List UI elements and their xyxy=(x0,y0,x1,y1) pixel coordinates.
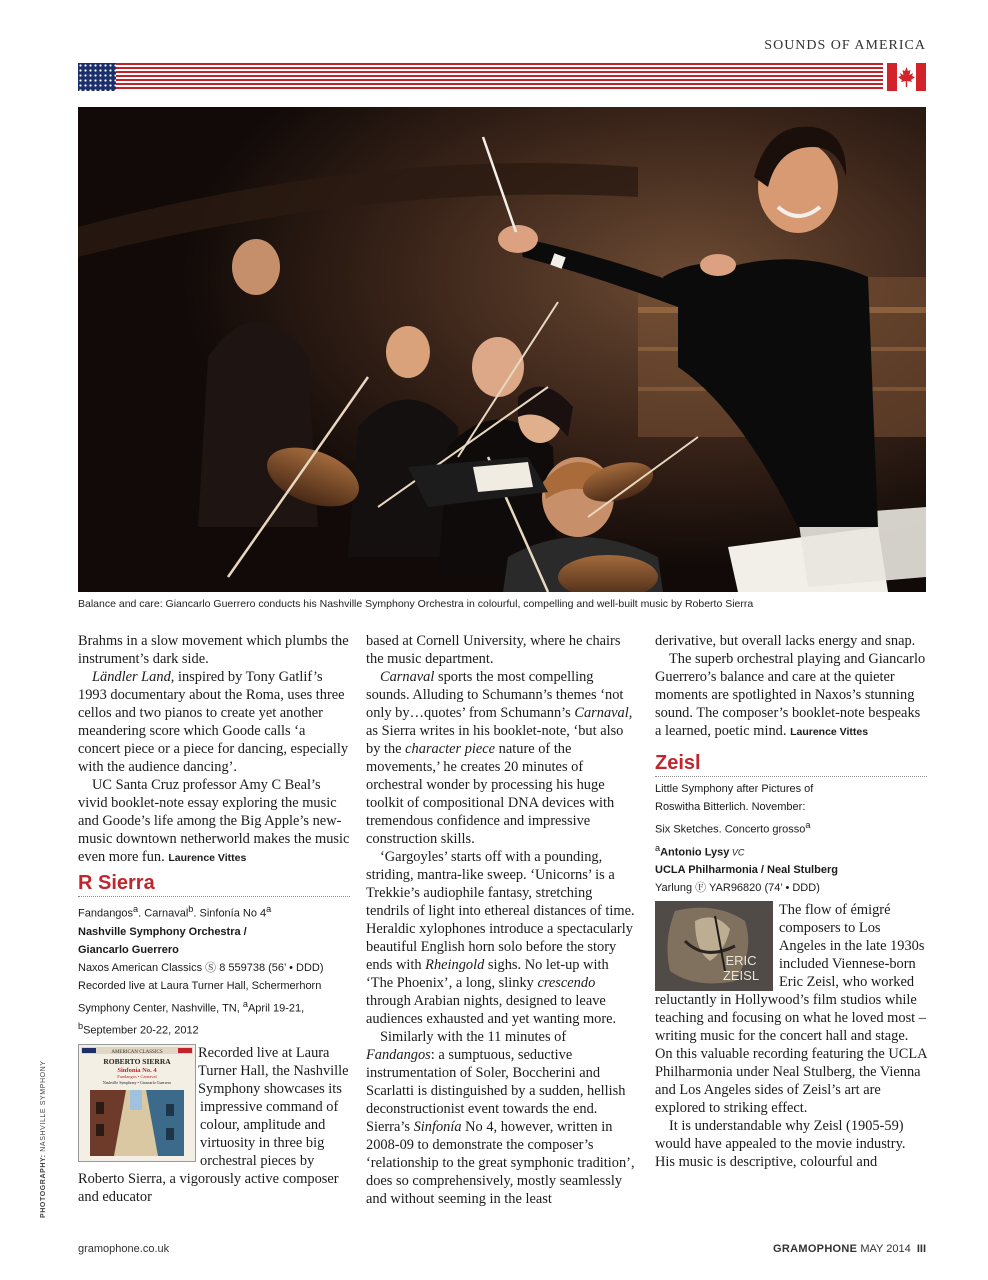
paragraph-text: , inspired by Tony Gatlif’s 1993 documentary about the Roma, uses three cellos and two pianos to create yet another meandering score which Goode calls ‘a concert piece or a piece for dancing, especially with the audience dancing’. xyxy=(78,669,349,775)
photo-caption: Balance and care: Giancarlo Guerrero conducts his Nashville Symphony Orchestra in colourful, compelling and well-built music by Roberto Sierra xyxy=(78,598,754,610)
review-details-zeisl xyxy=(655,780,927,897)
hero-photo xyxy=(78,107,926,592)
review-text-body: Recorded live at Laura Turner Hall, the Nashville Symphony showcases its impressive command of colour, amplitude and virtuosity in three big orchestral pieces by Roberto Sierra, a vigorously active composer and educator xyxy=(78,1044,349,1205)
album-cover-sierra xyxy=(78,1044,196,1162)
work-title: Carnaval xyxy=(380,669,435,685)
review-body-sierra xyxy=(78,1044,350,1206)
cover-title: Sinfonía No. 4 xyxy=(117,1066,157,1074)
performers-line: Giancarlo Guerrero xyxy=(78,943,179,956)
review-text-body: The flow of émigré composers to Los Angeles in the late 1930s included Viennese-born Eric Zeisl, who worked reluctantly in Hollywood’s film studios while teaching and focusing on what he loved most – writing music for the concert hall and stage. On this valuable recording featuring the UCLA Philharmonia under Neal Stulberg, the Vienna and Los Angeles sides of Zeisl’s art are explored to striking effect. xyxy=(655,902,927,1117)
paragraph: Carnaval sports the most compelling sounds. Alluding to Schumann’s themes ‘not only by…quotes’ from Schumann’s Carnaval, as Sierra writes in his booklet-note, ‘but also by the character piece nature of the movements,’ he creates 20 minutes of orchestral wonder by processing his huge toolkit of compositional DNA devices with tremendous confidence and impressive construction skills. xyxy=(366,669,633,847)
paragraph: based at Cornell University, where he chairs the music department. xyxy=(366,633,621,667)
works-line: Six Sketches. Concerto grosso$^a$ xyxy=(655,820,811,836)
paragraph: Similarly with the 11 minutes of Fandangos: a sumptuous, seductive instrumentation of Soler, Boccherini and Scarlatti is distinguished by a sudden, hellish deconstructionist event towards the end. Sierra’s Sinfonía No 4, however, written in 2008-09 to demonstrate the composer’s ‘relationship to the great symphonic tradition’, does so comprehensively, mostly seamlessly and without seeming in the least xyxy=(366,1029,635,1207)
work-title: Ländler Land xyxy=(92,669,171,685)
performers-line: UCLA Philharmonia / Neal Stulberg xyxy=(655,864,838,877)
paragraph: ‘Gargoyles’ starts off with a pounding, striding, mantra-like sweep. ‘Unicorns’ is a Trekkie’s audiophile fantasy, stretching tendrils of light into ethereal distances of time. Heraldic xylophones introduce a spectacularly beautiful English horn solo before the story ends with Rheingold sighs. No let-up with ‘The Phoenix’, a long, slinky crescendo through Arabian nights, designed to leave audiences exhausted and yet wanting more. xyxy=(366,849,635,1027)
reviewer-byline: Laurence Vittes xyxy=(168,852,247,864)
works-line: Fandangos$^a$. Carnaval$^b$. Sinfonía No 4$^a$ xyxy=(78,904,272,920)
reviewer-byline: Laurence Vittes xyxy=(790,726,869,738)
flag-banner xyxy=(78,63,926,91)
photo-credit-label: PHOTOGRAPHY: xyxy=(40,1154,47,1218)
soloist-line: $^a$Antonio Lysy VC xyxy=(655,842,745,859)
recording-line: Symphony Center, Nashville, TN, $^a$April 19-21, xyxy=(78,998,305,1015)
recording-line: Recorded live at Laura Turner Hall, Schermerhorn xyxy=(78,979,322,992)
cover-line-2: ZEISL xyxy=(722,968,760,984)
footer-date: MAY 2014 xyxy=(857,1243,911,1255)
column-3 xyxy=(655,632,927,1171)
performers-line: Nashville Symphony Orchestra / xyxy=(78,925,247,938)
review-text: It is understandable why Zeisl (1905-59) would have appealed to the movie industry. His music is descriptive, colourful and xyxy=(655,1118,906,1171)
catalogue-line: Naxos American Classics Ⓢ 8 559738 (56’ • DDD) xyxy=(78,961,324,974)
review-heading-sierra: R Sierra xyxy=(78,871,350,897)
cover-line-1: ERIC xyxy=(725,953,757,969)
review-details-sierra xyxy=(78,900,350,1040)
cover-composer: ROBERTO SIERRA xyxy=(103,1056,171,1066)
paragraph xyxy=(78,776,350,867)
cover-subtitle: Fandangos • Carnaval xyxy=(117,1073,157,1079)
work-title: Carnaval xyxy=(574,705,629,721)
works-line: Roswitha Bitterlich. November: xyxy=(655,801,806,813)
cover-series: AMERICAN CLASSICS xyxy=(111,1049,163,1055)
works-line: Little Symphony after Pictures of xyxy=(655,783,814,795)
format-symbol-icon: Ⓕ xyxy=(695,882,707,895)
paragraph: Brahms in a slow movement which plumbs the instrument’s dark side. xyxy=(78,633,349,667)
recording-line: $^b$September 20-22, 2012 xyxy=(78,1021,199,1037)
page-number: III xyxy=(916,1243,926,1255)
footer-url: gramophone.co.uk xyxy=(78,1243,170,1255)
maple-leaf-icon xyxy=(898,67,915,87)
review-heading-zeisl: Zeisl xyxy=(655,751,927,777)
paragraph-text: UC Santa Cruz professor Amy C Beal’s vivid booklet-note essay exploring the music and Goode’s life among the Big Apple’s new-music downtown netherworld makes the music even more fun. xyxy=(78,777,350,865)
review-body-zeisl xyxy=(655,901,927,1171)
format-symbol-icon: Ⓢ xyxy=(205,961,217,974)
us-flag-stripes xyxy=(116,63,883,91)
cover-performers: Nashville Symphony • Giancarlo Guerrero xyxy=(102,1079,172,1085)
column-2 xyxy=(366,632,638,1208)
photo-credit-value: NASHVILLE SYMPHONY xyxy=(40,1060,47,1155)
paragraph: The superb orchestral playing and Giancarlo Guerrero’s balance and care at the quieter moments are spotlighted in Naxos’s stunning sound. The composer’s booklet-note bespeaks a learned, poetic mind. Laurence Vittes xyxy=(655,651,926,739)
column-1 xyxy=(78,632,350,1206)
album-cover-zeisl xyxy=(655,901,773,991)
section-label: SOUNDS OF AMERICA xyxy=(764,38,926,53)
conductor-orchestra-illustration xyxy=(78,107,926,592)
paragraph: derivative, but overall lacks energy and snap. xyxy=(655,633,916,649)
catalogue-line: Yarlung Ⓕ YAR96820 (74’ • DDD) xyxy=(655,882,820,895)
us-flag-stars-icon xyxy=(78,63,116,91)
footer-brand: GRAMOPHONE xyxy=(773,1243,858,1255)
photo-credit xyxy=(40,1060,52,1218)
paragraph xyxy=(78,668,350,776)
footer-issue xyxy=(773,1243,926,1255)
canada-flag-icon xyxy=(887,63,926,91)
